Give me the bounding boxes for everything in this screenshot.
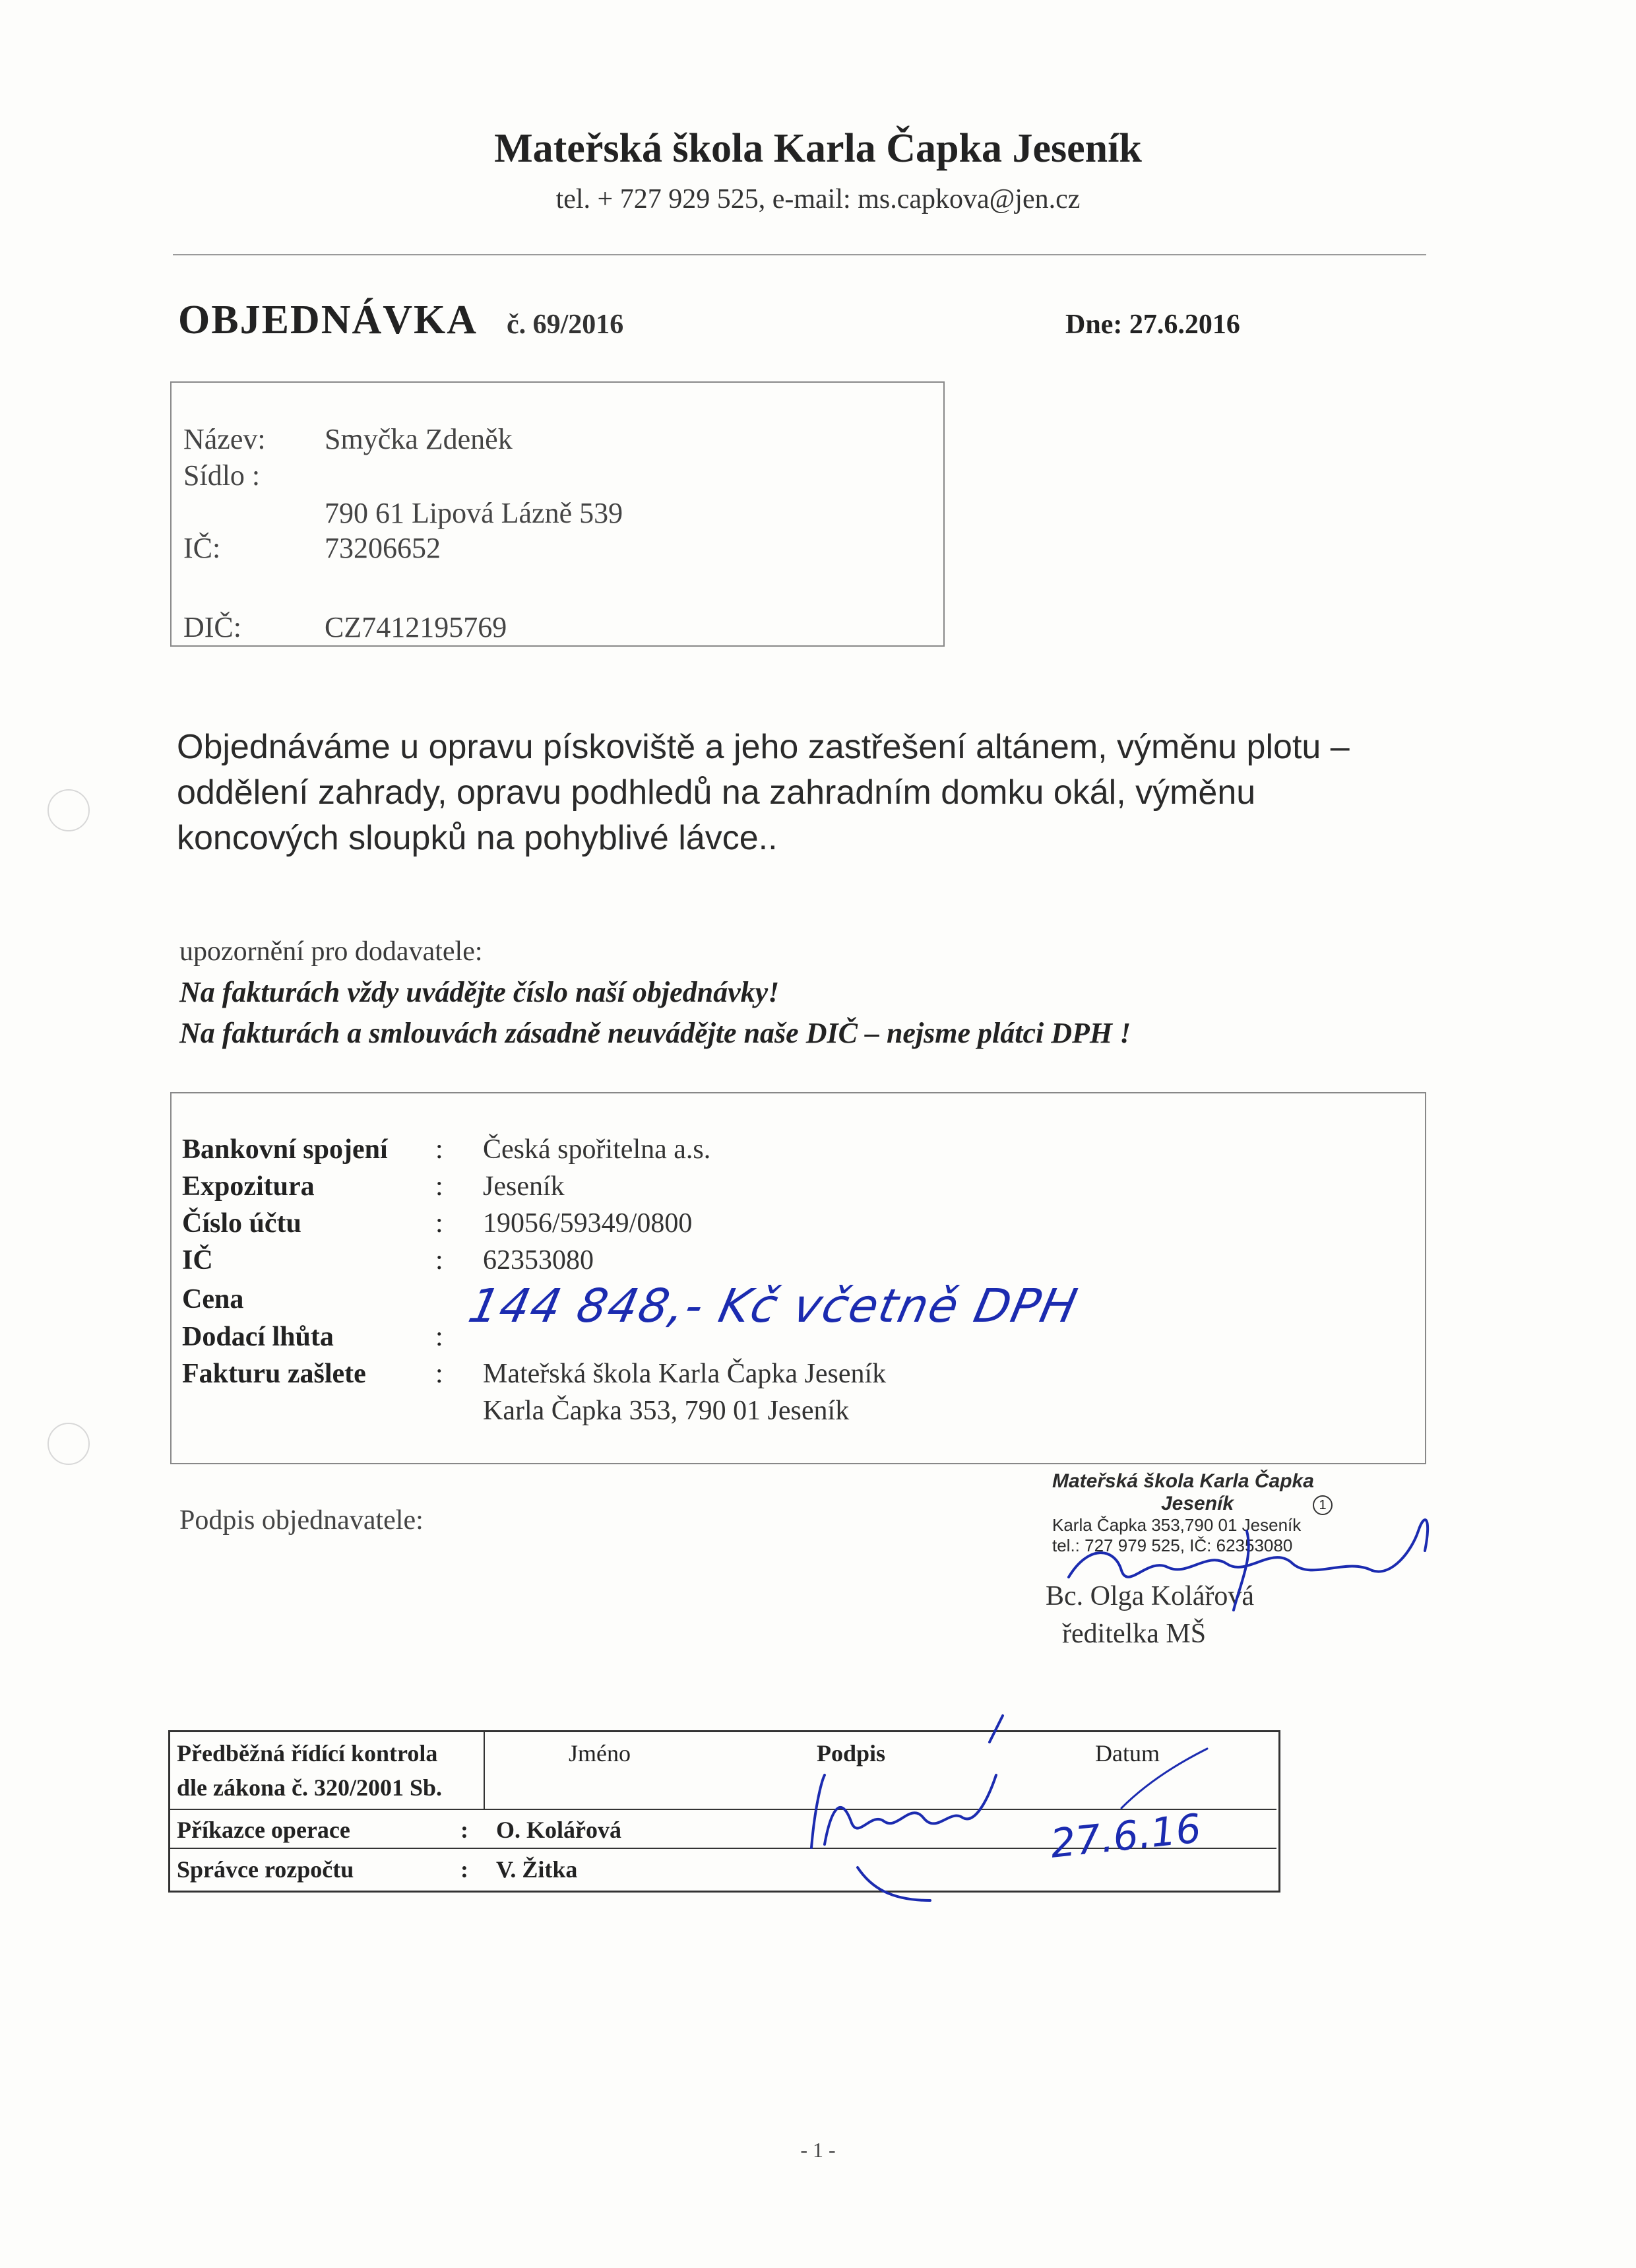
date-signature-stroke: [1121, 1749, 1207, 1808]
school-contact: tel. + 727 929 525, e-mail: ms.capkova@jen.cz: [555, 184, 1081, 214]
supplier-ic: 73206652: [325, 532, 441, 564]
punch-hole-mark: [47, 789, 90, 831]
page-number: - 1 -: [800, 2138, 836, 2162]
orderer-signature-label: Podpis objednavatele:: [179, 1505, 424, 1536]
control-row-name: V. Žitka: [496, 1856, 578, 1883]
director-name: Bc. Olga Kolářová: [1046, 1581, 1255, 1611]
stamp-line: Jeseník: [1161, 1493, 1234, 1514]
bank-label: Cena: [182, 1284, 244, 1314]
control-signature-scribble: [811, 1716, 1003, 1900]
order-title: OBJEDNÁVKA: [178, 298, 478, 342]
supplier-seat-label: Sídlo :: [183, 459, 261, 492]
order-description-line: oddělení zahrady, opravu podhledů na zahradním domku okál, výměnu: [177, 773, 1256, 812]
bank-colon: :: [435, 1208, 443, 1239]
bank-value: 62353080: [483, 1245, 594, 1276]
stamp-circle-mark: 1: [1313, 1495, 1333, 1515]
bank-colon: :: [435, 1359, 443, 1389]
bank-value: Česká spořitelna a.s.: [483, 1134, 711, 1165]
supplier-dic-label: DIČ:: [183, 611, 241, 643]
order-description-line: Objednáváme u opravu pískoviště a jeho zastřešení altánem, výměnu plotu –: [177, 728, 1350, 766]
bank-label: Bankovní spojení: [182, 1134, 388, 1165]
supplier-name-label: Název:: [183, 423, 266, 455]
punch-hole-mark: [47, 1423, 90, 1465]
supplier-notice-label: upozornění pro dodavatele:: [179, 936, 483, 967]
control-row-colon: :: [460, 1856, 468, 1883]
bank-colon: :: [435, 1322, 443, 1352]
supplier-dic: CZ7412195769: [325, 611, 507, 643]
bank-value: 19056/59349/0800: [483, 1208, 693, 1239]
control-heading: dle zákona č. 320/2001 Sb.: [177, 1774, 443, 1801]
stamp-line: Mateřská škola Karla Čapka: [1052, 1470, 1314, 1492]
control-row-name: O. Kolářová: [496, 1817, 621, 1843]
supplier-address: 790 61 Lipová Lázně 539: [325, 497, 623, 529]
stamp-line: tel.: 727 979 525, IČ: 62353080: [1052, 1536, 1293, 1555]
invoice-address-line2: Karla Čapka 353, 790 01 Jeseník: [483, 1396, 850, 1426]
control-row-colon: :: [460, 1817, 468, 1843]
bank-label: IČ: [182, 1245, 213, 1276]
bank-label: Expozitura: [182, 1171, 315, 1202]
column-header-signature: Podpis: [817, 1740, 886, 1766]
control-row-label: Příkazce operace: [177, 1817, 350, 1843]
bank-colon: :: [435, 1171, 443, 1202]
supplier-ic-label: IČ:: [183, 532, 221, 564]
supplier-notice-line: Na fakturách vždy uvádějte číslo naší objednávky!: [179, 976, 780, 1008]
bank-label: Fakturu zašlete: [182, 1359, 366, 1389]
supplier-name: Smyčka Zdeněk: [325, 423, 513, 455]
director-signature-scribble: [1069, 1520, 1428, 1610]
stamp-line: Karla Čapka 353,790 01 Jeseník: [1052, 1515, 1302, 1535]
bank-colon: :: [435, 1134, 443, 1165]
supplier-notice-line: Na fakturách a smlouvách zásadně neuvádějte naše DIČ – nejsme plátci DPH !: [179, 1017, 1131, 1049]
control-row-label: Správce rozpočtu: [177, 1856, 354, 1883]
column-header-name: Jméno: [569, 1740, 631, 1766]
handwritten-price: 144 848,- Kč včetně DPH: [464, 1279, 1083, 1333]
order-number: č. 69/2016: [507, 309, 624, 340]
order-date: Dne: 27.6.2016: [1065, 309, 1240, 340]
bank-value: Jeseník: [483, 1171, 565, 1202]
handwritten-date: 27.6.16: [1048, 1805, 1204, 1867]
bank-colon: :: [435, 1245, 443, 1276]
bank-label: Číslo účtu: [182, 1208, 301, 1239]
bank-label: Dodací lhůta: [182, 1322, 334, 1352]
order-description-line: koncových sloupků na pohyblivé lávce..: [177, 819, 778, 857]
director-role: ředitelka MŠ: [1062, 1619, 1207, 1649]
column-header-date: Datum: [1095, 1740, 1160, 1766]
control-heading: Předběžná řídící kontrola: [177, 1740, 438, 1766]
school-name: Mateřská škola Karla Čapka Jeseník: [494, 126, 1142, 171]
bank-value: Mateřská škola Karla Čapka Jeseník: [483, 1359, 887, 1389]
